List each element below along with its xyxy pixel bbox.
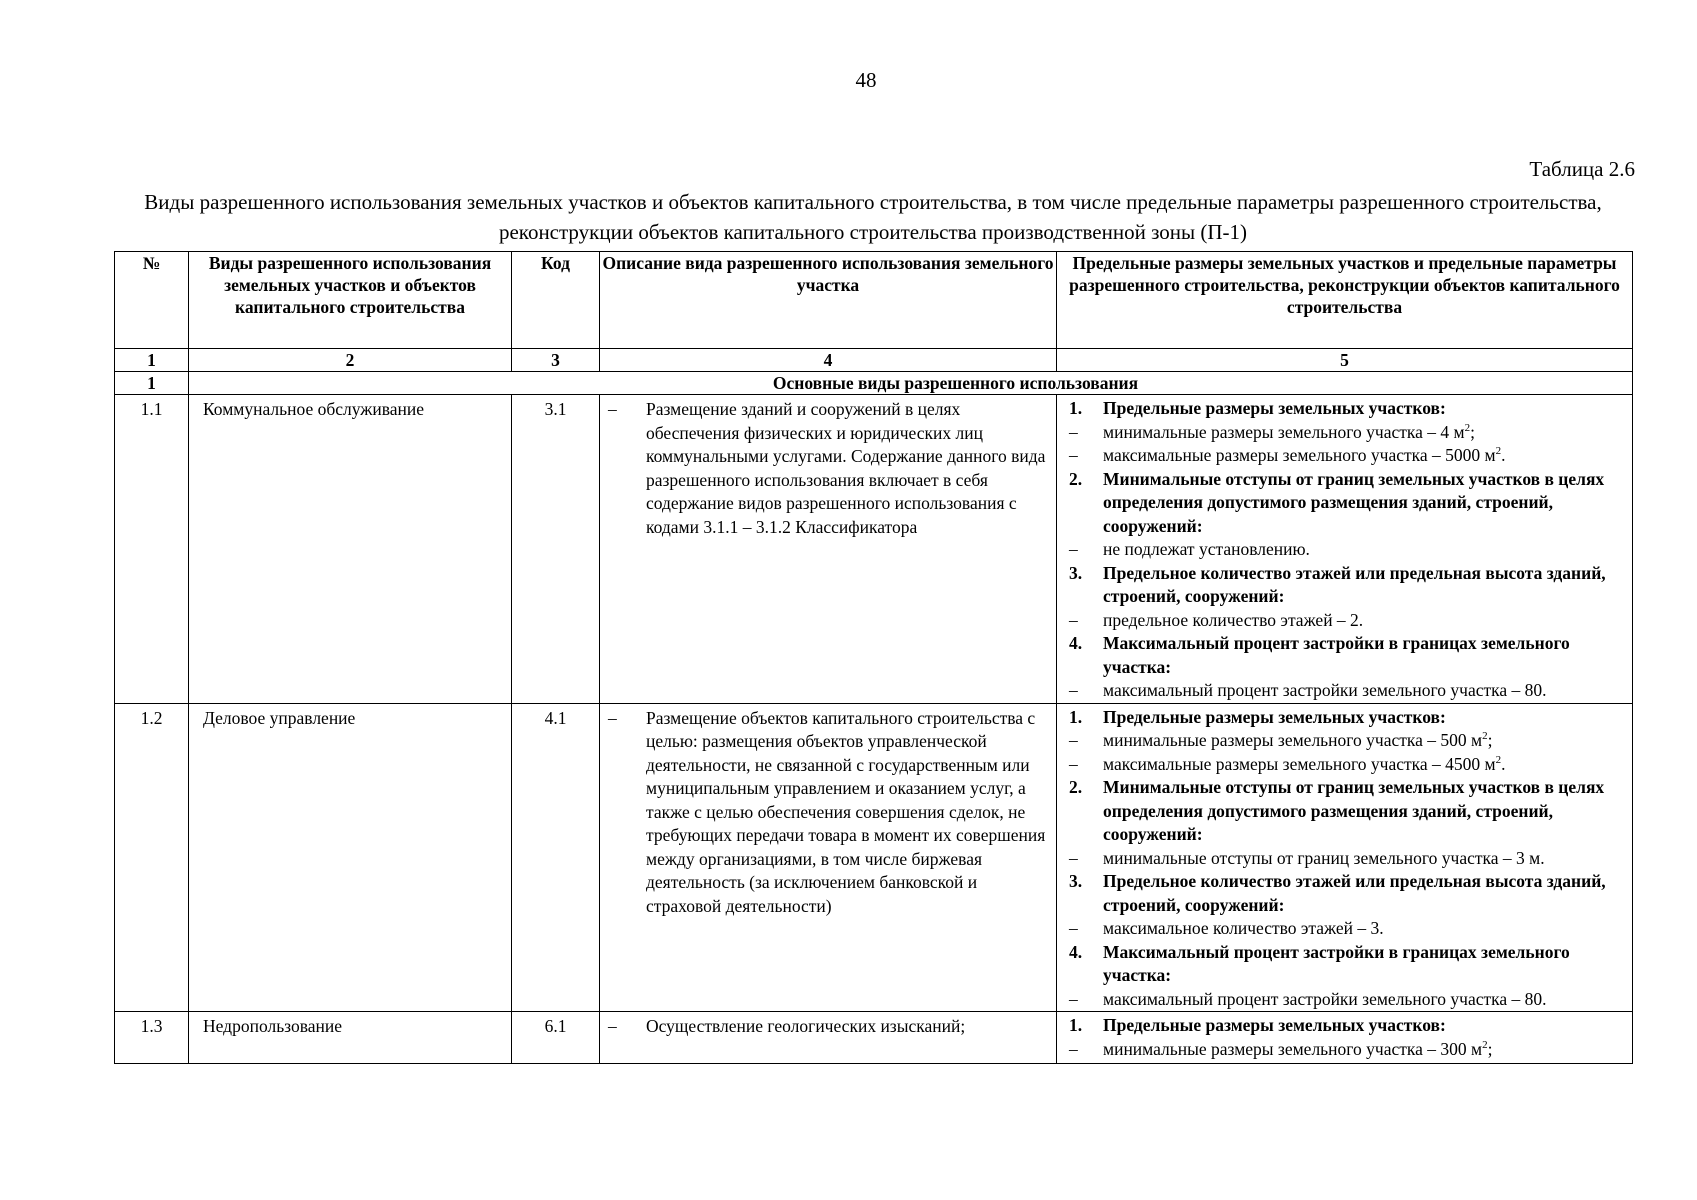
param-marker: –: [1069, 609, 1078, 630]
param-text: максимальный процент застройки земельного участка – 80.: [1103, 680, 1547, 700]
dash-marker: –: [608, 399, 617, 419]
description-block: [600, 704, 1056, 919]
param-marker: 2.: [1069, 468, 1083, 489]
table-label: Таблица 2.6: [1529, 157, 1635, 181]
row-land-use-name: Деловое управление: [189, 703, 512, 1012]
row-description: [600, 1012, 1057, 1064]
param-item: [1069, 444, 1628, 468]
superscript: 2: [1482, 730, 1488, 743]
param-text: минимальные размеры земельного участка – 4 $м^2$;: [1103, 421, 1475, 442]
superscript: 2: [1495, 445, 1502, 458]
param-item: [1069, 1038, 1628, 1062]
param-marker: 1.: [1069, 398, 1083, 418]
column-number: 2: [189, 349, 512, 372]
param-heading: [1069, 1014, 1628, 1038]
header-kind: Виды разрешенного использования земельных участков и объектов капитального строительства: [189, 252, 512, 349]
row-params: [1057, 703, 1633, 1012]
param-marker: 1.: [1069, 1015, 1083, 1035]
param-heading: [1069, 397, 1628, 421]
param-text: Максимальный процент застройки в границах земельного участка:: [1103, 633, 1570, 677]
description-block: [600, 1012, 1056, 1039]
table-header-row: [115, 252, 1633, 349]
row-num: 1.1: [115, 395, 189, 704]
param-marker: 4.: [1069, 633, 1083, 653]
param-text: Минимальные отступы от границ земельных участков в целях определения допустимого размещения зданий, строений, сооружений:: [1103, 777, 1605, 844]
table-title: Виды разрешенного использования земельных участков и объектов капитального строительства, в том числе предельные параметры разрешенного строительства, реконструкции объектов капитального строительства производственной зоны (П-1): [144, 190, 1602, 244]
superscript: 2: [1482, 1038, 1488, 1051]
header-code: Код: [512, 252, 600, 349]
section-row: [115, 372, 1633, 395]
description-text: Осуществление геологических изысканий;: [646, 1016, 966, 1036]
param-heading: [1069, 562, 1628, 609]
param-text: максимальное количество этажей – 3.: [1103, 918, 1384, 938]
param-marker: –: [1069, 680, 1078, 700]
row-params: [1057, 395, 1633, 704]
section-title: Основные виды разрешенного использования: [189, 372, 1633, 395]
superscript: 2: [1495, 753, 1502, 766]
row-description: [600, 703, 1057, 1012]
param-item: [1069, 538, 1628, 562]
param-marker: –: [1069, 421, 1078, 442]
params-list: [1057, 1012, 1632, 1061]
page-number: 48: [855, 68, 877, 92]
table-body: [115, 395, 1633, 1064]
param-text: Предельные размеры земельных участков:: [1103, 398, 1446, 418]
row-description: [600, 395, 1057, 704]
column-number: 5: [1057, 349, 1633, 372]
param-heading: [1069, 776, 1628, 847]
description-text: Размещение зданий и сооружений в целях обеспечения физических и юридических лиц коммунальными услугами. Содержание данного вида разрешенного использования включает в себя содержание видов разрешенного использования с кодами 3.1.1 – 3.1.2 Классификатора: [646, 399, 1046, 537]
param-text: не подлежат установлению.: [1103, 539, 1310, 559]
row-code: 6.1: [512, 1012, 600, 1064]
dash-marker: –: [608, 1016, 617, 1036]
table-row: [115, 1012, 1633, 1064]
superscript: 2: [1464, 421, 1471, 434]
header-params: Предельные размеры земельных участков и предельные параметры разрешенного строительства, реконструкции объектов капитального строительства: [1057, 252, 1633, 349]
param-heading: [1069, 870, 1628, 917]
param-heading: [1069, 468, 1628, 539]
column-number: 4: [600, 349, 1057, 372]
dash-marker: –: [608, 707, 617, 728]
section-num: 1: [115, 372, 189, 395]
param-item: [1069, 917, 1628, 941]
param-item: [1069, 847, 1628, 871]
row-code: 4.1: [512, 703, 600, 1012]
param-marker: 1.: [1069, 706, 1083, 727]
param-heading: [1069, 941, 1628, 988]
param-item: [1069, 609, 1628, 633]
param-text: Предельное количество этажей или предельная высота зданий, строений, сооружений:: [1103, 562, 1606, 606]
param-marker: 4.: [1069, 941, 1083, 962]
column-number-row: [115, 349, 1633, 372]
param-text: Минимальные отступы от границ земельных участков в целях определения допустимого размещения зданий, строений, сооружений:: [1103, 468, 1605, 536]
params-list: [1057, 704, 1632, 1012]
param-marker: –: [1069, 730, 1078, 750]
params-list: [1057, 395, 1632, 703]
param-marker: 2.: [1069, 777, 1083, 797]
param-item: [1069, 753, 1628, 777]
table-row: [115, 703, 1633, 1012]
param-marker: –: [1069, 847, 1078, 868]
row-params: [1057, 1012, 1633, 1064]
param-marker: 3.: [1069, 562, 1083, 583]
param-text: Максимальный процент застройки в границах земельного участка:: [1103, 941, 1570, 985]
table-row: [115, 395, 1633, 704]
param-item: [1069, 421, 1628, 445]
row-code: 3.1: [512, 395, 600, 704]
header-description: Описание вида разрешенного использования земельного участка: [600, 252, 1057, 349]
param-item: [1069, 729, 1628, 753]
param-marker: –: [1069, 988, 1078, 1009]
param-marker: –: [1069, 539, 1078, 559]
param-heading: [1069, 706, 1628, 730]
description-block: [600, 395, 1056, 539]
row-land-use-name: Недропользование: [189, 1012, 512, 1064]
row-land-use-name: Коммунальное обслуживание: [189, 395, 512, 704]
row-num: 1.3: [115, 1012, 189, 1064]
description-text: Размещение объектов капитального строительства с целью: размещения объектов управленческой деятельности, не связанной с государственным или муниципальным управлением и оказанием услуг, а также с целью обеспечения совершения сделок, не требующих передачи товара в момент их совершения между организациями, в том числе биржевая деятельность (за исключением банковской и страховой деятельности): [646, 707, 1046, 916]
param-text: Предельные размеры земельных участков:: [1103, 1015, 1446, 1035]
header-num: №: [115, 252, 189, 349]
param-marker: 3.: [1069, 871, 1083, 891]
param-text: предельное количество этажей – 2.: [1103, 609, 1364, 630]
param-text: минимальные размеры земельного участка – 300 $м^2$;: [1103, 1038, 1493, 1059]
param-text: Предельные размеры земельных участков:: [1103, 706, 1446, 727]
param-text: минимальные отступы от границ земельного участка – 3 м.: [1103, 847, 1545, 868]
param-text: максимальный процент застройки земельного участка – 80.: [1103, 988, 1547, 1009]
param-marker: –: [1069, 1038, 1078, 1059]
param-marker: –: [1069, 445, 1078, 465]
param-marker: –: [1069, 918, 1078, 938]
param-text: максимальные размеры земельного участка – 5000 $м^2$.: [1103, 445, 1506, 465]
param-text: минимальные размеры земельного участка – 500 $м^2$;: [1103, 730, 1493, 750]
row-num: 1.2: [115, 703, 189, 1012]
param-item: [1069, 679, 1628, 703]
param-item: [1069, 988, 1628, 1012]
param-marker: –: [1069, 753, 1078, 774]
land-use-table: [114, 251, 1633, 1064]
param-text: Предельное количество этажей или предельная высота зданий, строений, сооружений:: [1103, 871, 1606, 915]
param-heading: [1069, 632, 1628, 679]
param-text: максимальные размеры земельного участка – 4500 $м^2$.: [1103, 753, 1506, 774]
column-number: 1: [115, 349, 189, 372]
column-number: 3: [512, 349, 600, 372]
